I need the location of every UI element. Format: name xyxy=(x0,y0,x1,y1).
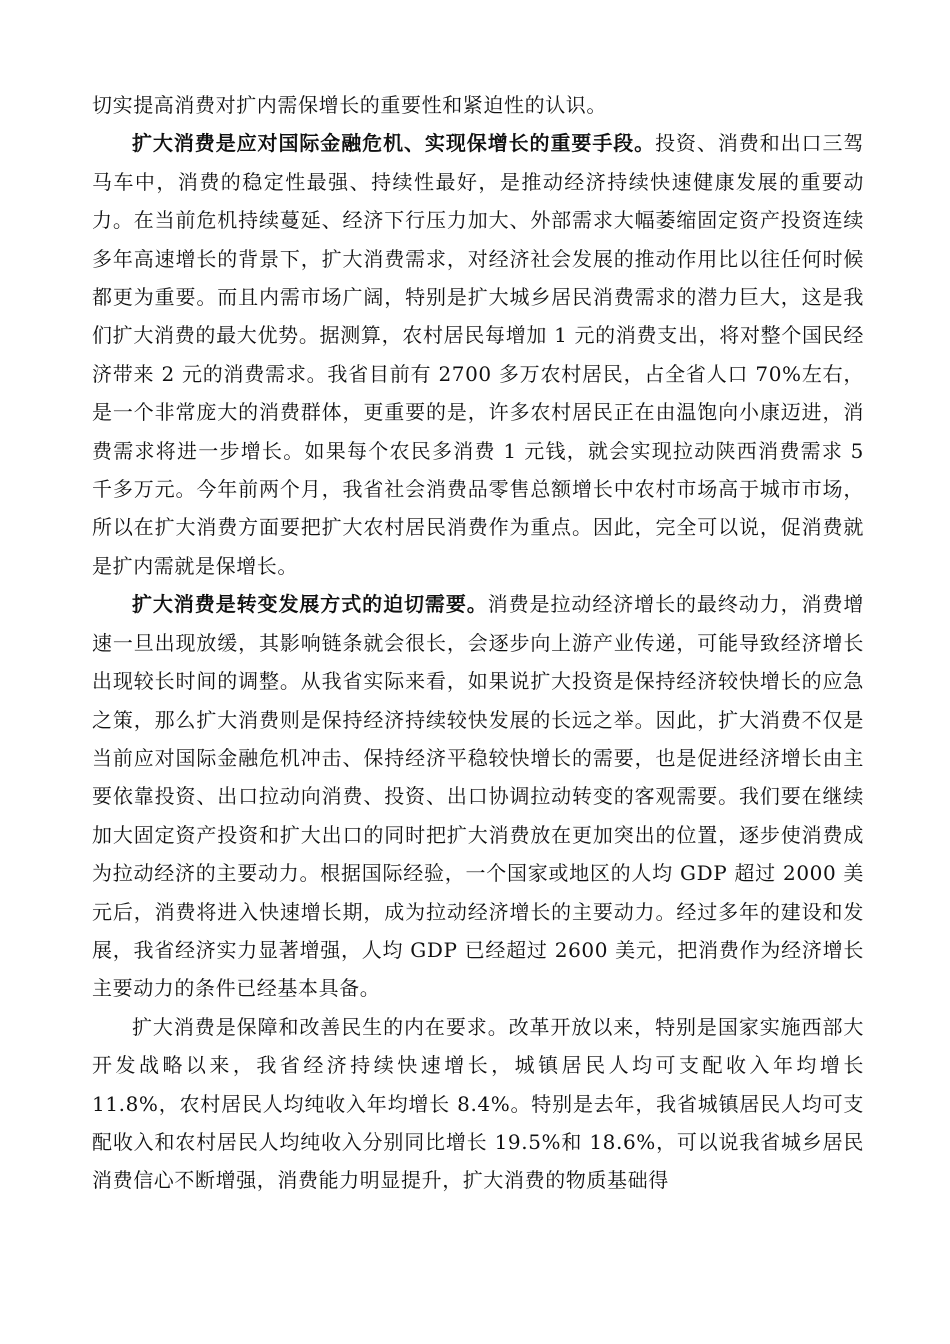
paragraph-text: 切实提高消费对扩内需保增长的重要性和紧迫性的认识。 xyxy=(92,93,607,117)
paragraph-consumption-financial-crisis xyxy=(92,124,864,585)
paragraph-lead-heading: 扩大消费是转变发展方式的迫切需要。 xyxy=(132,592,488,617)
document-page xyxy=(92,86,864,1200)
paragraph-text: 投资、消费和出口三驾马车中，消费的稳定性最强、持续性最好，是推动经济持续快速健康发展的重要动力。在当前危机持续蔓延、经济下行压力加大、外部需求大幅萎缩固定资产投资连续多年高速增长的背景下，扩大消费需求，对经济社会发展的推动作用比以往任何时候都更为重要。而且内需市场广阔，特别是扩大城乡居民消费需求的潜力巨大，这是我们扩大消费的最大优势。据测算，农村居民每增加 1 元的消费支出，将对整个国民经济带来 2 元的消费需求。我省目前有 2700 多万农村居民，占全省人口 70%左右，是一个非常庞大的消费群体，更重要的是，许多农村居民正在由温饱向小康迈进，消费需求将进一步增长。如果每个农民多消费 1 元钱，就会实现拉动陕西消费需求 5 千多万元。今年前两个月，我省社会消费品零售总额增长中农村市场高于城市市场，所以在扩大消费方面要把扩大农村居民消费作为重点。因此，完全可以说，促消费就是扩内需就是保增长。 xyxy=(92,131,865,578)
paragraph-text: 消费是拉动经济增长的最终动力，消费增速一旦出现放缓，其影响链条就会很长，会逐步向上游产业传递，可能导致经济增长出现较长时间的调整。从我省实际来看，如果说扩大投资是保持经济较快增长的应急之策，那么扩大消费则是保持经济持续较快发展的长远之举。因此，扩大消费不仅是当前应对国际金融危机冲击、保持经济平稳较快增长的需要，也是促进经济增长由主要依靠投资、出口拉动向消费、投资、出口协调拉动转变的客观需要。我们要在继续加大固定资产投资和扩大出口的同时把扩大消费放在更加突出的位置，逐步使消费成为拉动经济的主要动力。根据国际经验，一个国家或地区的人均 GDP 超过 2000 美元后，消费将进入快速增长期，成为拉动经济增长的主要动力。经过多年的建设和发展，我省经济实力显著增强，人均 GDP 已经超过 2600 美元，把消费作为经济增长主要动力的条件已经基本具备。 xyxy=(92,592,864,1001)
paragraph-text: 扩大消费是保障和改善民生的内在要求。改革开放以来，特别是国家实施西部大开发战略以来，我省经济持续快速增长，城镇居民人均可支配收入年均增长 11.8%，农村居民人均纯收入年均增长 8.4%。特别是去年，我省城镇居民人均可支配收入和农村居民人均纯收入分别同比增长 19.5%和 18.6%，可以说我省城乡居民消费信心不断增强，消费能力明显提升，扩大消费的物质基础得 xyxy=(92,1014,864,1193)
paragraph-livelihood xyxy=(92,1008,864,1200)
paragraph-development-mode xyxy=(92,585,864,1007)
paragraph-lead-heading: 扩大消费是应对国际金融危机、实现保增长的重要手段。 xyxy=(132,131,656,156)
paragraph-continuation xyxy=(92,86,864,124)
